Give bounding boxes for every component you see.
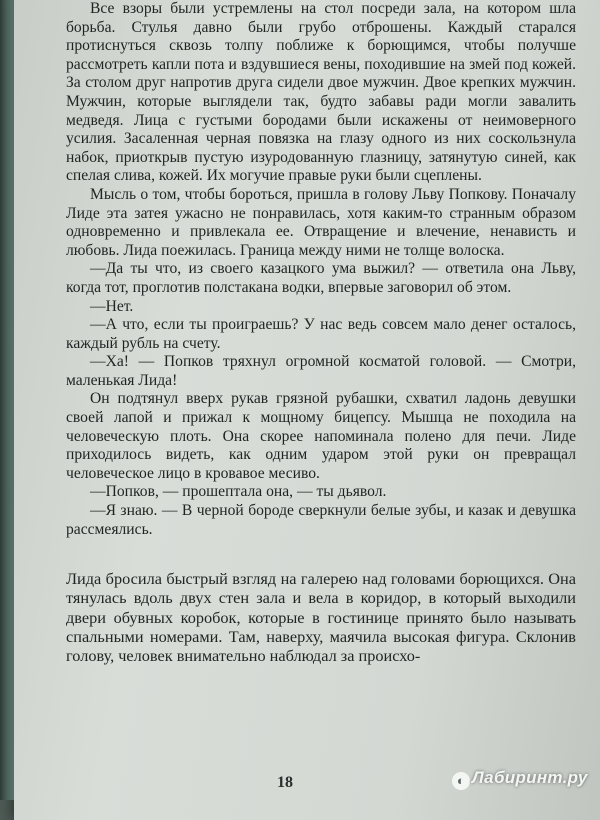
book-page	[14, 0, 600, 820]
page-number: 18	[277, 774, 293, 791]
watermark-text: Лабиринт.ру	[472, 768, 588, 787]
dialog-line-3: —А что, если ты проиграешь? У нас ведь совсем мало денег осталось, каждый рубль на счету.	[66, 316, 576, 352]
dialog-line-5: —Попков, — прошептала она, — ты дьявол.	[90, 483, 387, 501]
paragraph-7: Он подтянул вверх рукав грязной рубашки, схватил ладонь девушки своей лапой и прижал к мощному бицепсу. Мышца не походила на человеческую плоть. Она скорее напоминала полено для печи. Лиде приходилось видеть, как одним ударом этой руки он превращал человеческое лицо в кровавое месиво.	[66, 390, 576, 482]
watermark	[452, 768, 588, 790]
paragraph-1: Все взоры были устремлены на стол посреди зала, на котором шла борьба. Стулья давно были грубо отброшены. Каждый старался протиснуться сквозь толпу поближе к борющимся, чтобы получше рассмотреть капли пота и вздувшиеся вены, походившие на змей под кожей. За столом друг напротив друга сидели двое мужчин. Двое крепких мужчин. Мужчин, которые выглядели так, будто забавы ради могли завалить медведя. Лица с густыми бородами были искажены от неимоверного усилия. Засаленная черная повязка на глазу одного из них соскользнула набок, приоткрыв пустую изуродованную глазницу, затянутую синей, как спелая слива, кожей. Их могучие правые руки были сцеплены.	[66, 0, 576, 185]
dialog-line-4: —Ха! — Попков тряхнул огромной косматой головой. — Смотри, маленькая Лида!	[66, 353, 576, 389]
dialog-line-2: —Нет.	[90, 297, 134, 315]
paragraph-section-break: Лида бросила быстрый взгляд на галерею над головами борющихся. Она тянулась вдоль двух стен зала и вела в коридор, в который выходили двери обувных коробок, которые в гостинице принято было называть спальными номерами. Там, наверху, маячила высокая фигура. Склонив голову, человек внимательно наблюдал за происхо-	[66, 569, 576, 666]
paragraph-2: Мысль о том, чтобы бороться, пришла в голову Льву Попкову. Поначалу Лиде эта затея ужасно не понравилась, хотя каким-то странным образом одновременно и привлекала ее. Отвращение и влечение, ненависть и любовь. Лида поежилась. Граница между ними не толще волоска.	[66, 185, 576, 259]
labirint-logo-icon: ◐	[452, 772, 470, 790]
dialog-line-6: —Я знаю. — В черной бороде сверкнули белые зубы, и казак и девушка рассмеялись.	[66, 502, 576, 538]
dialog-line-1: —Да ты что, из своего казацкого ума выжил? — ответила она Льву, когда тот, проглотив полстакана водки, впервые заговорил об этом.	[66, 260, 576, 296]
page-text	[66, 0, 576, 665]
